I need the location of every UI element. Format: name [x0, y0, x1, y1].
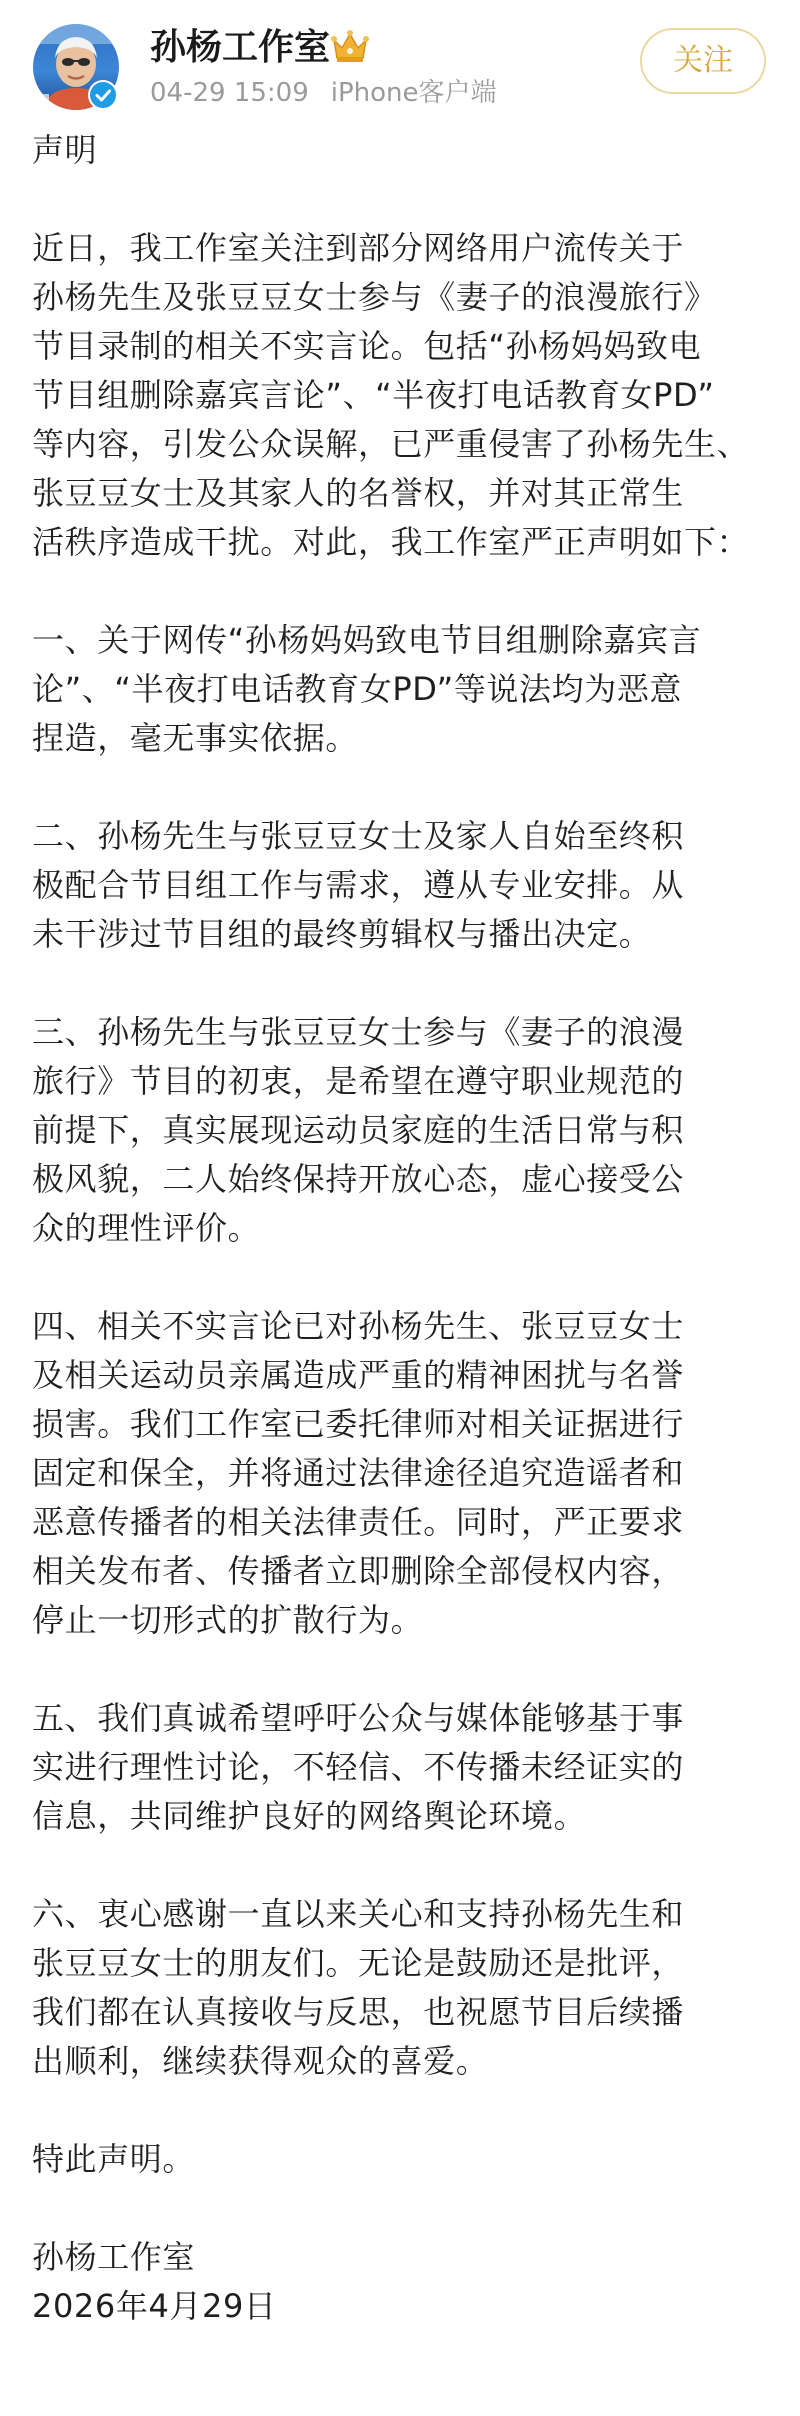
text-line: 近日，我工作室关注到部分网络用户流传关于 — [32, 229, 685, 267]
text-line: 出顺利，继续获得观众的喜爱。 — [32, 2042, 489, 2080]
text-line: 停止一切形式的扩散行为。 — [32, 1601, 424, 1639]
text-line: 旅行》节目的初衷，是希望在遵守职业规范的 — [32, 1062, 685, 1100]
text-line: 五、我们真诚希望呼吁公众与媒体能够基于事 — [32, 1699, 685, 1737]
text-line: 实进行理性讨论，不轻信、不传播未经证实的 — [32, 1748, 685, 1786]
text-line: 二、孙杨先生与张豆豆女士及家人自始至终积 — [32, 817, 685, 855]
verified-badge — [88, 80, 118, 110]
text-line: 信息，共同维护良好的网络舆论环境。 — [32, 1797, 587, 1835]
statement-point-3 — [32, 1008, 777, 1253]
text-line: 固定和保全，并将通过法律途径追究造谣者和 — [32, 1454, 685, 1492]
follow-button[interactable]: 关注 — [640, 28, 766, 94]
text-line: 六、衷心感谢一直以来关心和支持孙杨先生和 — [32, 1895, 685, 1933]
text-line: 捏造，毫无事实依据。 — [32, 719, 359, 757]
statement-body — [32, 126, 777, 2331]
text-line: 极配合节目组工作与需求，遵从专业安排。从 — [32, 866, 685, 904]
post-time: 04-29 15:09 — [150, 78, 309, 108]
text-line: 孙杨先生及张豆豆女士参与《妻子的浪漫旅行》 — [32, 278, 717, 316]
statement-point-5 — [32, 1694, 777, 1841]
statement-point-6 — [32, 1890, 777, 2086]
statement-intro — [32, 224, 777, 567]
text-line: 及相关运动员亲属造成严重的精神困扰与名誉 — [32, 1356, 685, 1394]
text-line: 前提下，真实展现运动员家庭的生活日常与积 — [32, 1111, 685, 1149]
signature-name: 孙杨工作室 — [32, 2238, 196, 2276]
text-line: 一、关于网传“孙杨妈妈致电节目组删除嘉宾言 — [32, 621, 702, 659]
text-line: 恶意传播者的相关法律责任。同时，严正要求 — [32, 1503, 685, 1541]
statement-point-1 — [32, 616, 777, 763]
text-line: 相关发布者、传播者立即删除全部侵权内容， — [32, 1552, 685, 1590]
text-line: 损害。我们工作室已委托律师对相关证据进行 — [32, 1405, 685, 1443]
signature-date: 2026年4月29日 — [32, 2287, 277, 2325]
text-line: 极风貌，二人始终保持开放心态，虚心接受公 — [32, 1160, 685, 1198]
verified-check-icon — [88, 80, 118, 110]
statement-point-2 — [32, 812, 777, 959]
post-meta — [150, 76, 497, 110]
text-line: 未干涉过节目组的最终剪辑权与播出决定。 — [32, 915, 652, 953]
text-line: 等内容，引发公众误解，已严重侵害了孙杨先生、 — [32, 425, 750, 463]
text-line: 张豆豆女士及其家人的名誉权，并对其正常生 — [32, 474, 685, 512]
crown-icon[interactable] — [328, 26, 372, 66]
text-line: 张豆豆女士的朋友们。无论是鼓励还是批评， — [32, 1944, 685, 1982]
text-line: 四、相关不实言论已对孙杨先生、张豆豆女士 — [32, 1307, 685, 1345]
text-line: 论”、“半夜打电话教育女PD”等说法均为恶意 — [32, 670, 683, 708]
statement-closing: 特此声明。 — [32, 2140, 196, 2178]
statement-point-4 — [32, 1302, 777, 1645]
post-header — [0, 0, 800, 140]
statement-title: 声明 — [32, 131, 98, 169]
author-name[interactable]: 孙杨工作室 — [150, 27, 331, 68]
text-line: 我们都在认真接收与反思，也祝愿节目后续播 — [32, 1993, 685, 2031]
text-line: 三、孙杨先生与张豆豆女士参与《妻子的浪漫 — [32, 1013, 685, 1051]
post-source[interactable]: iPhone客户端 — [330, 78, 497, 108]
text-line: 众的理性评价。 — [32, 1209, 261, 1247]
statement-signature — [32, 2233, 777, 2331]
text-line: 节目组删除嘉宾言论”、“半夜打电话教育女PD” — [32, 376, 715, 414]
text-line: 节目录制的相关不实言论。包括“孙杨妈妈致电 — [32, 327, 702, 365]
text-line: 活秩序造成干扰。对此，我工作室严正声明如下： — [32, 523, 750, 561]
